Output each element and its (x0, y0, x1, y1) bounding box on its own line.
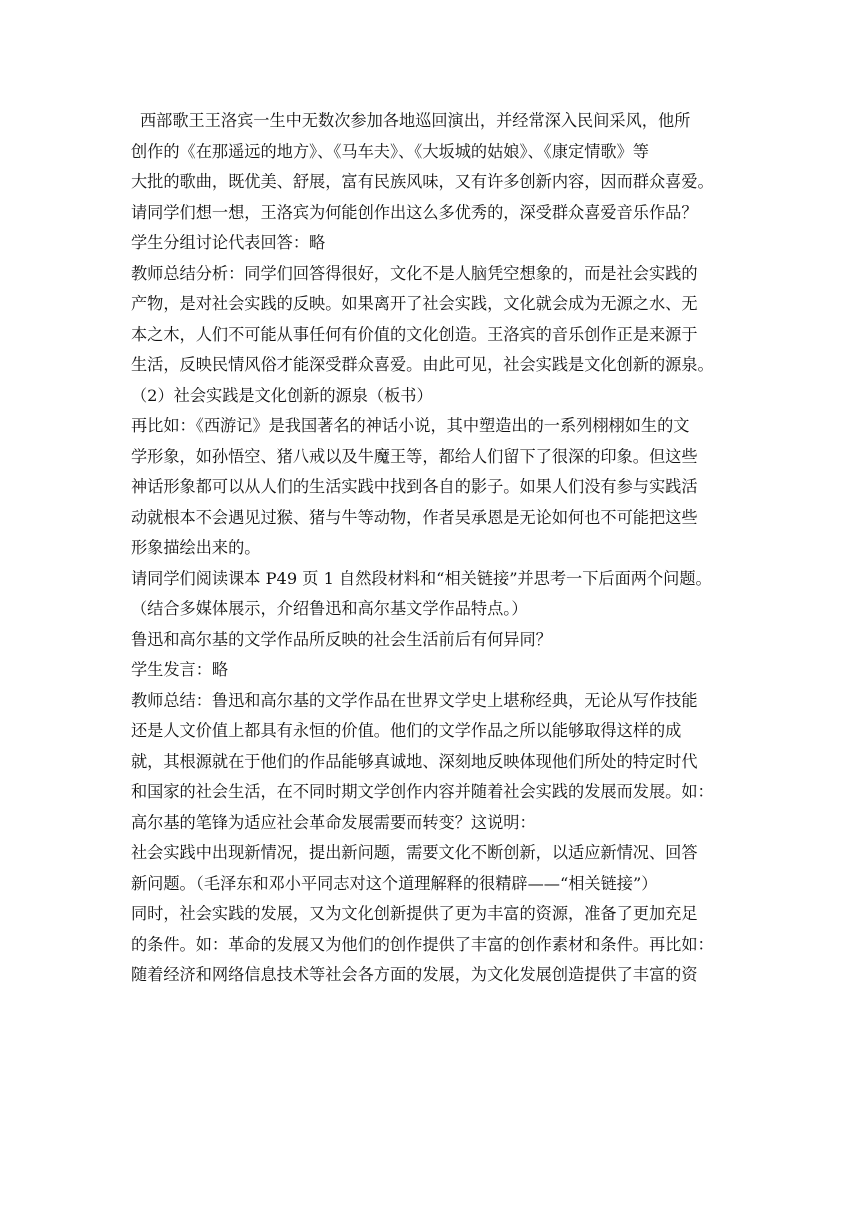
text-line: 和国家的社会生活，在不同时期文学创作内容并随着社会实践的发展而发展。如： (131, 782, 714, 801)
text-line: 高尔基的笔锋为适应社会革命发展需要而转变？这说明： (131, 812, 536, 832)
text-line: 请同学们想一想，王洛宾为何能创作出这么多优秀的，深受群众喜爱音乐作品？ (131, 202, 698, 222)
section-heading: （2）社会实践是文化创新的源泉（板书） (131, 385, 433, 405)
text-line: 神话形象都可以从人们的生活实践中找到各自的影子。如果人们没有参与实践活 (131, 477, 698, 496)
text-line: 形象描绘出来的。 (131, 538, 261, 557)
text-line: 教师总结：鲁迅和高尔基的文学作品在世界文学史上堪称经典，无论从写作技能 (131, 690, 698, 710)
text-line: 再比如：《西游记》是我国著名的神话小说，其中塑造出的一系列栩栩如生的文 (131, 416, 690, 435)
text-line: 教师总结分析：同学们回答得很好，文化不是人脑凭空想象的，而是社会实践的 (131, 263, 698, 283)
text-line: 就，其根源就在于他们的作品能够真诚地、深刻地反映体现他们所处的特定时代 (131, 751, 698, 771)
text-line: 鲁迅和高尔基的文学作品所反映的社会生活前后有何异同？ (131, 629, 552, 649)
text-line: （结合多媒体展示，介绍鲁迅和高尔基文学作品特点。） (131, 599, 528, 618)
text-line: 请同学们阅读课本 P49 页 1 自然段材料和“相关链接”并思考一下后面两个问题。 (131, 568, 712, 588)
text-line: 同时，社会实践的发展，又为文化创新提供了更为丰富的资源，准备了更加充足 (131, 904, 698, 923)
text-line: 西部歌王王洛宾一生中无数次参加各地巡回演出，并经常深入民间采风，他所 (140, 111, 691, 130)
text-line: 本之木，人们不可能从事任何有价值的文化创造。王洛宾的音乐创作正是来源于 (131, 324, 698, 344)
text-line: 动就根本不会遇见过猴、猪与牛等动物，作者吴承恩是无论如何也不可能把这些 (131, 507, 698, 527)
text-line: 生活，反映民情风俗才能深受群众喜爱。由此可见，社会实践是文化创新的源泉。 (131, 355, 714, 374)
text-line: 学形象，如孙悟空、猪八戒以及牛魔王等，都给人们留下了很深的印象。但这些 (131, 446, 698, 466)
text-line: 随着经济和网络信息技术等社会各方面的发展，为文化发展创造提供了丰富的资 (131, 965, 698, 984)
text-line: 大批的歌曲，既优美、舒展，富有民族风味，又有许多创新内容，因而群众喜爱。 (131, 172, 714, 191)
text-line: 产物，是对社会实践的反映。如果离开了社会实践，文化就会成为无源之水、无 (131, 294, 698, 313)
text-line: 社会实践中出现新情况，提出新问题，需要文化不断创新，以适应新情况、回答 (131, 843, 698, 862)
text-line: 还是人文价值上都具有永恒的价值。他们的文学作品之所以能够取得这样的成 (131, 721, 682, 740)
text-line: 的条件。如：革命的发展又为他们的创作提供了丰富的创作素材和条件。再比如： (131, 934, 714, 954)
text-line: 创作的《在那遥远的地方》、《马车夫》、《大坂城的姑娘》、《康定情歌》等 (131, 141, 649, 161)
text-line: 新问题。（毛泽东和邓小平同志对这个道理解释的很精辟——“相关链接”） (131, 873, 658, 893)
document-body (131, 106, 741, 991)
text-line: 学生分组讨论代表回答：略 (131, 233, 326, 252)
text-line: 学生发言：略 (131, 660, 229, 679)
